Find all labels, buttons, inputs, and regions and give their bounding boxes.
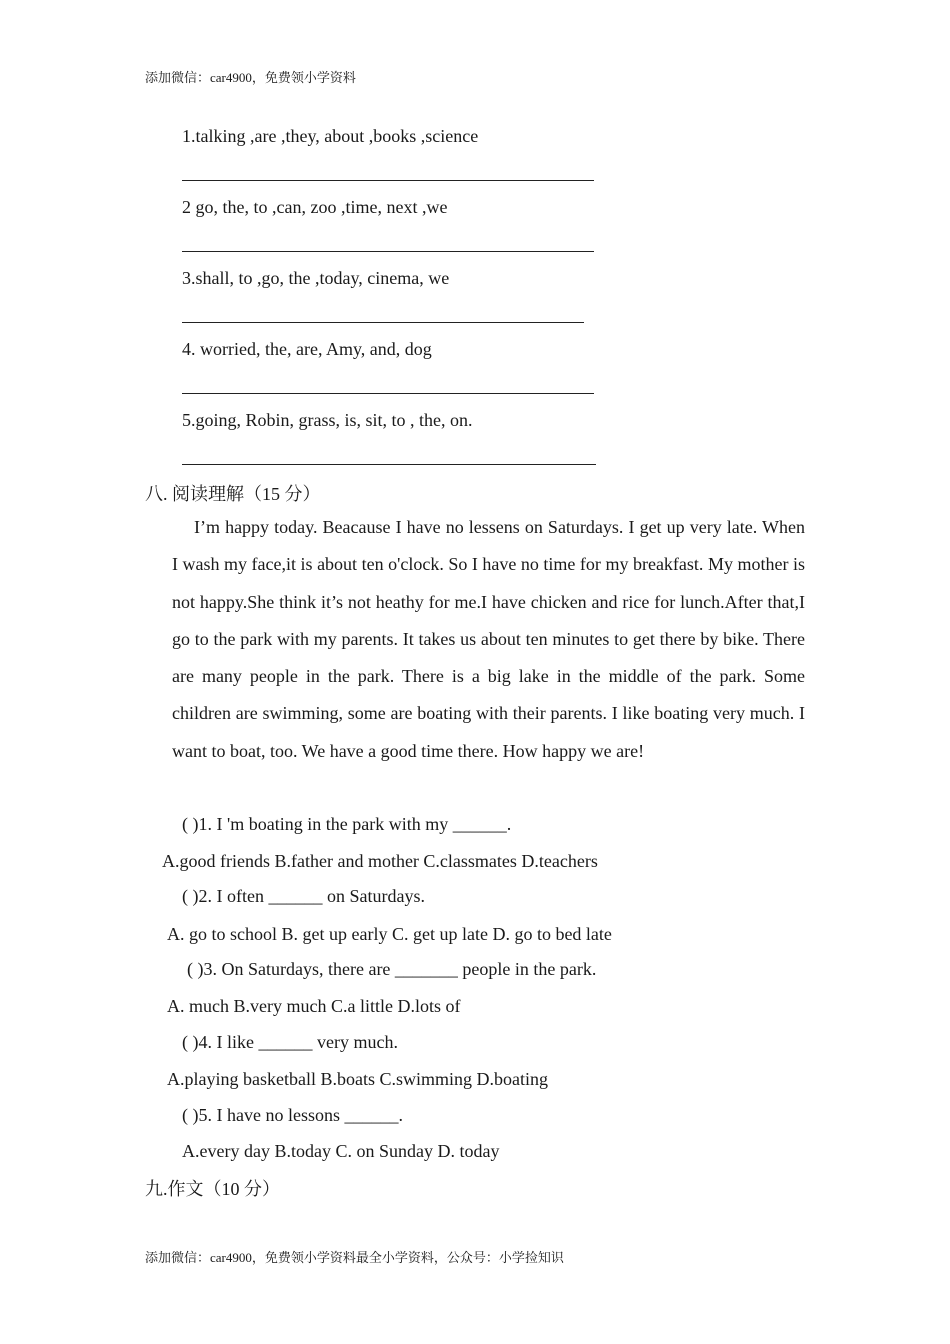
question-1-options: A.good friends B.father and mother C.classmates D.teachers <box>162 851 598 871</box>
answer-line-3[interactable] <box>182 322 584 323</box>
reorder-item-3: 3.shall, to ,go, the ,today, cinema, we <box>182 268 450 288</box>
reorder-item-5: 5.going, Robin, grass, is, sit, to , the, on. <box>182 410 473 430</box>
reading-passage <box>172 509 805 770</box>
answer-line-1[interactable] <box>182 180 594 181</box>
question-1-stem: ( )1. I 'm boating in the park with my ______. <box>182 814 512 834</box>
answer-line-5[interactable] <box>182 464 596 465</box>
page-footer: 添加微信：car4900，免费领小学资料最全小学资料，公众号：小学捡知识 <box>145 1250 564 1265</box>
page-header: 添加微信：car4900，免费领小学资料 <box>145 70 356 85</box>
question-2-stem: ( )2. I often ______ on Saturdays. <box>182 886 425 906</box>
question-3-options: A. much B.very much C.a little D.lots of <box>167 996 461 1016</box>
writing-section-title: 九.作文（10 分） <box>145 1179 280 1199</box>
answer-line-4[interactable] <box>182 393 594 394</box>
question-5-stem: ( )5. I have no lessons ______. <box>182 1105 403 1125</box>
reorder-item-4: 4. worried, the, are, Amy, and, dog <box>182 339 432 359</box>
question-5-options: A.every day B.today C. on Sunday D. today <box>182 1141 500 1161</box>
question-2-options: A. go to school B. get up early C. get up late D. go to bed late <box>167 924 612 944</box>
question-4-stem: ( )4. I like ______ very much. <box>182 1032 398 1052</box>
reorder-item-2: 2 go, the, to ,can, zoo ,time, next ,we <box>182 197 448 217</box>
question-4-options: A.playing basketball B.boats C.swimming D.boating <box>167 1069 548 1089</box>
reading-section-title: 八. 阅读理解（15 分） <box>145 484 321 504</box>
answer-line-2[interactable] <box>182 251 594 252</box>
reorder-item-1: 1.talking ,are ,they, about ,books ,science <box>182 126 479 146</box>
question-3-stem: ( )3. On Saturdays, there are _______ people in the park. <box>187 959 597 979</box>
reading-passage-text: I’m happy today. Beacause I have no lessens on Saturdays. I get up very late. When I wash my face,it is about ten o'clock. So I have no time for my breakfast. My mother is not happy.She think it’s not heathy for me.I have chicken and rice for lunch.After that,I go to the park with my parents. It takes us about ten minutes to get there by bike. There are many people in the park. There is a big lake in the middle of the park. Some children are swimming, some are boating with their parents. I like boating very much. I want to boat, too. We have a good time there. How happy we are! <box>172 517 805 761</box>
